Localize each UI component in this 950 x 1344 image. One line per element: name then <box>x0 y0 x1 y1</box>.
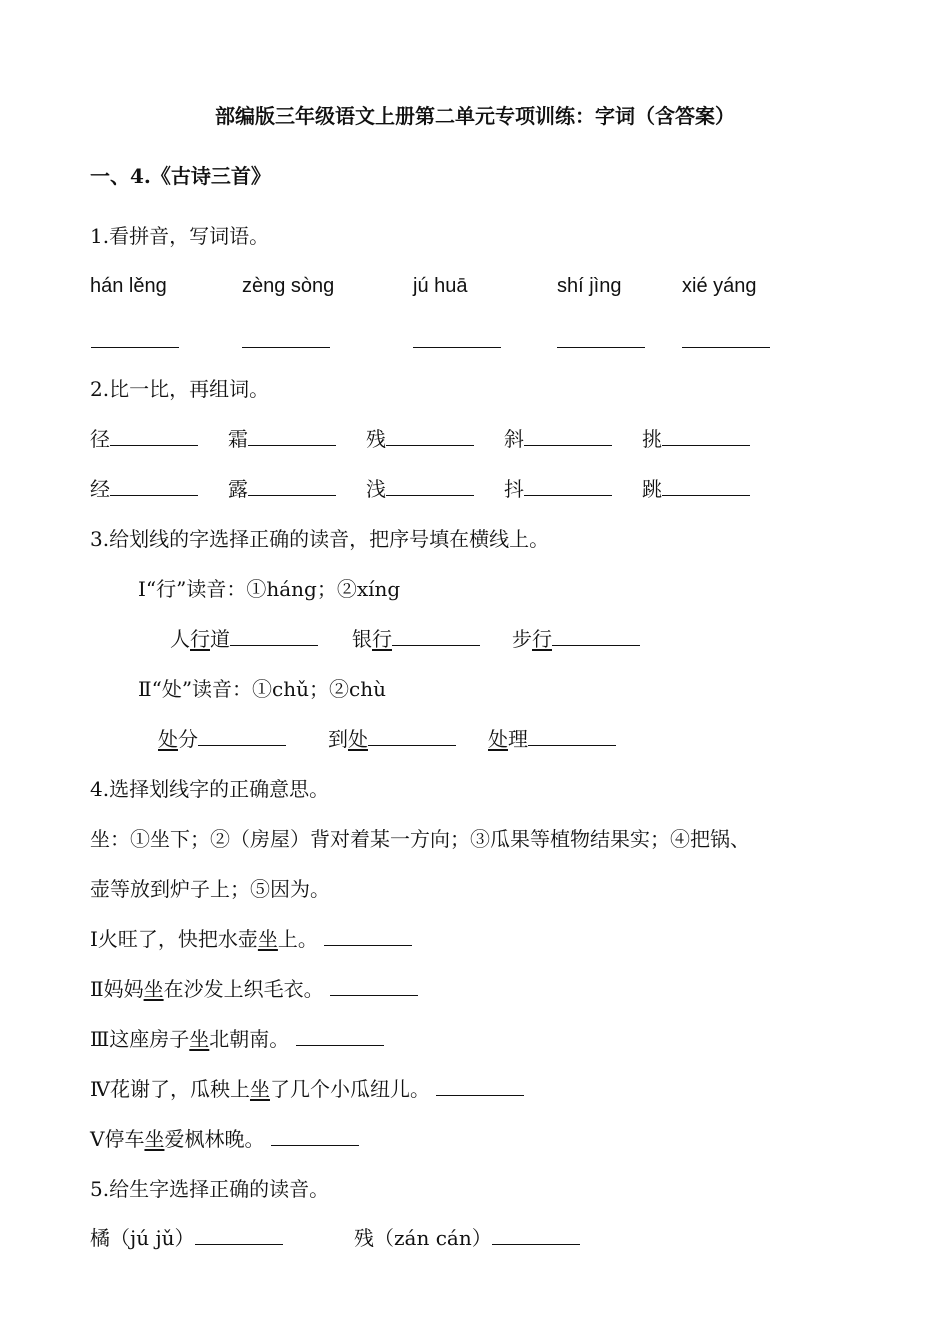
answer-blank[interactable] <box>557 346 645 348</box>
compare-char-item <box>642 425 750 453</box>
section-heading: 一、4.《古诗三首》 <box>90 164 271 188</box>
char: 浅 <box>366 477 386 501</box>
answer-blank[interactable] <box>528 725 616 746</box>
char: 残 <box>366 427 386 451</box>
char: 挑 <box>642 427 662 451</box>
word-pre: 银 <box>352 627 372 651</box>
answer-blank[interactable] <box>248 425 336 446</box>
answer-blank[interactable] <box>242 346 330 348</box>
underlined-char: 坐 <box>144 1127 165 1151</box>
pinyin-5: xié yáng <box>682 275 757 297</box>
pronunciation-choice-item <box>354 1224 580 1252</box>
pinyin-4: shí jìng <box>557 275 622 297</box>
char: 霜 <box>228 427 248 451</box>
answer-blank[interactable] <box>330 975 418 996</box>
answer-blank[interactable] <box>198 725 286 746</box>
underlined-char: 坐 <box>249 1077 270 1101</box>
compare-char-item <box>366 475 474 503</box>
char: 斜 <box>504 427 524 451</box>
compare-char-item <box>504 425 612 453</box>
answer-blank[interactable] <box>524 425 612 446</box>
answer-blank[interactable] <box>91 346 179 348</box>
answer-blank[interactable] <box>682 346 770 348</box>
sentence-item <box>90 1025 384 1053</box>
q2-prompt: 2.比一比，再组词。 <box>90 377 270 401</box>
answer-blank[interactable] <box>324 925 412 946</box>
word-pre: 到 <box>328 727 348 751</box>
word-post: 理 <box>508 727 528 751</box>
word-item <box>488 725 616 753</box>
underlined-char: 处 <box>348 727 368 751</box>
compare-char-item <box>90 425 198 453</box>
sentence-item <box>90 975 418 1003</box>
pinyin-3: jú huā <box>413 275 468 297</box>
answer-blank[interactable] <box>413 346 501 348</box>
answer-blank[interactable] <box>492 1224 580 1245</box>
underlined-char: 行 <box>532 627 552 651</box>
q3-part1-label: Ⅰ“行”读音：①háng；②xíng <box>138 577 401 601</box>
sentence-post: 在沙发上织毛衣。 <box>163 977 324 1001</box>
answer-blank[interactable] <box>230 625 318 646</box>
underlined-char: 坐 <box>143 977 164 1001</box>
word-item <box>170 625 318 653</box>
compare-char-item <box>504 475 612 503</box>
answer-blank[interactable] <box>110 425 198 446</box>
sentence-item <box>90 1125 359 1153</box>
q3-prompt: 3.给划线的字选择正确的读音，把序号填在横线上。 <box>90 527 550 551</box>
answer-blank[interactable] <box>386 475 474 496</box>
word-item <box>512 625 640 653</box>
underlined-char: 坐 <box>257 927 278 951</box>
page-title: 部编版三年级语文上册第二单元专项训练：字词（含答案） <box>215 104 735 128</box>
word-post: 道 <box>210 627 230 651</box>
choice-text: 橘（jú jǔ） <box>90 1226 195 1250</box>
answer-blank[interactable] <box>271 1125 359 1146</box>
underlined-char: 处 <box>488 727 508 751</box>
compare-char-item <box>90 475 198 503</box>
q1-prompt: 1.看拼音，写词语。 <box>90 224 270 248</box>
answer-blank[interactable] <box>195 1224 283 1245</box>
sentence-post: 爱枫林晚。 <box>164 1127 265 1151</box>
pronunciation-choice-item <box>90 1224 283 1252</box>
sentence-pre: Ⅲ这座房子 <box>90 1027 190 1051</box>
word-pre: 步 <box>512 627 532 651</box>
compare-char-item <box>228 475 336 503</box>
word-post: 分 <box>178 727 198 751</box>
answer-blank[interactable] <box>662 475 750 496</box>
word-item <box>352 625 480 653</box>
q3-part2-label: Ⅱ“处”读音：①chǔ；②chù <box>138 677 386 701</box>
sentence-item <box>90 925 412 953</box>
underlined-char: 行 <box>372 627 392 651</box>
char: 露 <box>228 477 248 501</box>
choice-text: 残（zán cán） <box>354 1226 492 1250</box>
sentence-post: 上。 <box>277 927 318 951</box>
sentence-pre: Ⅰ火旺了，快把水壶 <box>90 927 258 951</box>
compare-char-item <box>642 475 750 503</box>
char: 抖 <box>504 477 524 501</box>
q4-meanings-line-2: 壶等放到炉子上；⑤因为。 <box>90 877 330 901</box>
sentence-item <box>90 1075 524 1103</box>
q4-meanings-line-1: 坐：①坐下；②（房屋）背对着某一方向；③瓜果等植物结果实；④把锅、 <box>90 827 750 851</box>
answer-blank[interactable] <box>110 475 198 496</box>
char: 径 <box>90 427 110 451</box>
compare-char-item <box>228 425 336 453</box>
sentence-post: 了几个小瓜纽儿。 <box>269 1077 430 1101</box>
answer-blank[interactable] <box>436 1075 524 1096</box>
pinyin-1: hán lěng <box>90 275 167 297</box>
underlined-char: 坐 <box>189 1027 210 1051</box>
char: 跳 <box>642 477 662 501</box>
answer-blank[interactable] <box>524 475 612 496</box>
sentence-pre: Ⅴ停车 <box>90 1127 145 1151</box>
answer-blank[interactable] <box>392 625 480 646</box>
sentence-pre: Ⅳ花谢了，瓜秧上 <box>90 1077 250 1101</box>
answer-blank[interactable] <box>662 425 750 446</box>
word-pre: 人 <box>170 627 190 651</box>
underlined-char: 行 <box>190 627 210 651</box>
sentence-post: 北朝南。 <box>209 1027 290 1051</box>
word-item <box>328 725 456 753</box>
q4-prompt: 4.选择划线字的正确意思。 <box>90 777 330 801</box>
pinyin-2: zèng sòng <box>242 275 335 297</box>
answer-blank[interactable] <box>368 725 456 746</box>
q5-prompt: 5.给生字选择正确的读音。 <box>90 1177 330 1201</box>
compare-char-item <box>366 425 474 453</box>
answer-blank[interactable] <box>248 475 336 496</box>
underlined-char: 处 <box>158 727 178 751</box>
answer-blank[interactable] <box>552 625 640 646</box>
answer-blank[interactable] <box>386 425 474 446</box>
answer-blank[interactable] <box>296 1025 384 1046</box>
word-item <box>158 725 286 753</box>
sentence-pre: Ⅱ妈妈 <box>90 977 144 1001</box>
char: 经 <box>90 477 110 501</box>
